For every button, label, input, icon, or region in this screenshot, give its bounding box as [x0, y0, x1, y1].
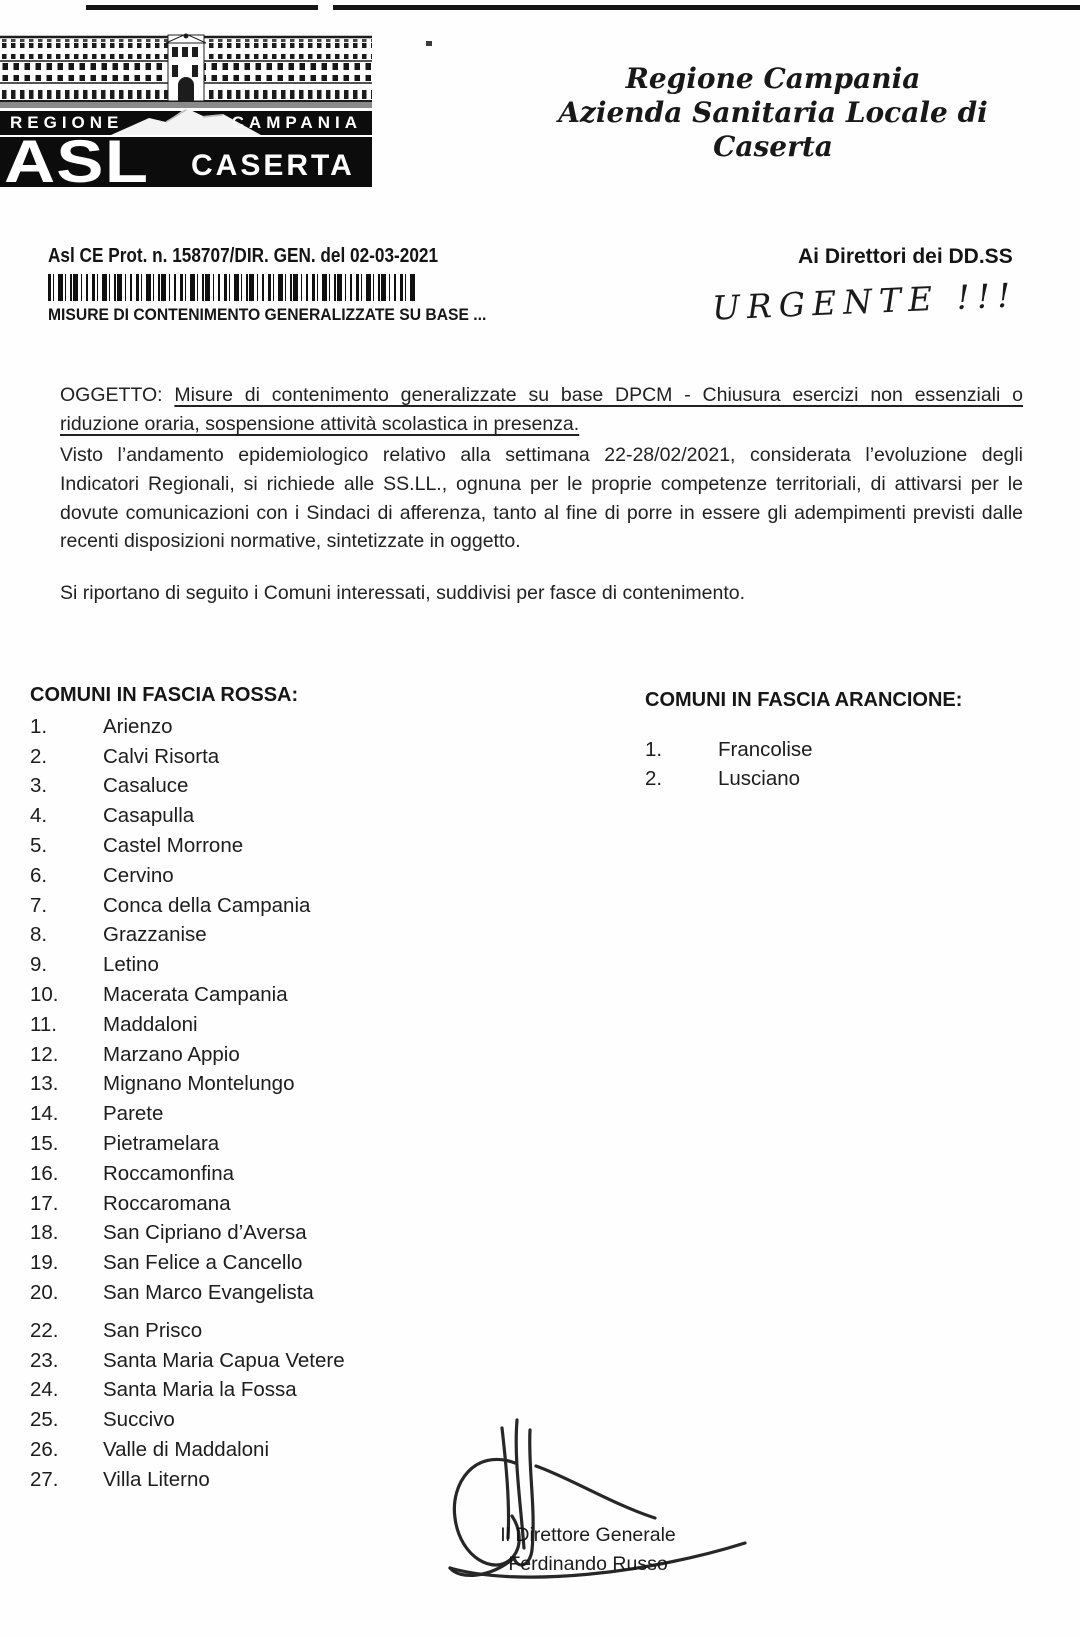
list-item-municipality: Roccaromana — [103, 1191, 231, 1215]
red-zone-list-item — [30, 921, 345, 951]
asl-caserta-logo — [0, 33, 372, 187]
list-item-number: 18. — [30, 1221, 59, 1245]
list-item-municipality: Marzano Appio — [103, 1042, 240, 1066]
list-item-number: 4. — [30, 804, 48, 828]
red-zone-list-item — [30, 950, 345, 980]
list-item-municipality: Francolise — [718, 737, 813, 761]
signature-name: Ferdinando Russo — [508, 1552, 668, 1575]
red-zone-list-item — [30, 1189, 345, 1219]
list-item-number: 9. — [30, 953, 48, 977]
red-zone-list-item — [30, 742, 345, 772]
list-item-number: 25. — [30, 1408, 59, 1432]
list-item-number: 23. — [30, 1348, 59, 1372]
royal-palace-engraving-icon — [0, 33, 372, 111]
list-item-number: 22. — [30, 1318, 59, 1342]
list-item-number: 5. — [30, 834, 48, 858]
list-item-municipality: Lusciano — [718, 766, 801, 790]
intro-list-paragraph: Si riportano di seguito i Comuni interessati, suddivisi per fasce di contenimento. — [60, 582, 746, 604]
red-zone-list-item — [30, 772, 345, 802]
list-item-municipality: Parete — [103, 1102, 164, 1126]
list-item-number: 15. — [30, 1132, 59, 1156]
orange-zone-list — [645, 735, 813, 793]
list-item-municipality: Succivo — [103, 1408, 175, 1432]
red-zone-list-item — [30, 1278, 345, 1308]
list-item-municipality: Arienzo — [103, 714, 173, 738]
subject-paragraph — [60, 381, 1023, 439]
list-item-municipality: Cervino — [103, 863, 174, 887]
red-zone-list-item — [30, 1435, 345, 1465]
red-zone-list-item — [30, 1129, 345, 1159]
red-zone-list-item — [30, 891, 345, 921]
subject-text: Misure di contenimento generalizzate su base DPCM - Chiusura esercizi non essenziali o riduzione oraria, sospensione attività scolastica in presenza. — [60, 384, 1023, 435]
red-zone-list-item — [30, 1405, 345, 1435]
org-name-line1: Regione Campania — [625, 62, 921, 95]
scan-artifact-line — [86, 5, 318, 10]
list-item-municipality: Roccamonfina — [103, 1161, 235, 1185]
logo-asl-label: ASL — [4, 137, 150, 187]
body-paragraph: Visto l’andamento epidemiologico relativo alla settimana 22-28/02/2021, considerata l’evoluzione degli Indicatori Regionali, si richiede alle SS.LL., ognuna per le proprie competenze territoriali, di attivarsi per le dovute comunicazioni con i Sindaci di afferenza, tanto al fine di porre in essere gli adempimenti previsti dalle recenti disposizioni normative, sintetizzate in oggetto. — [60, 444, 1023, 553]
list-item-municipality: San Marco Evangelista — [103, 1281, 314, 1305]
list-item-municipality: Santa Maria la Fossa — [103, 1378, 297, 1402]
list-item-number: 8. — [30, 923, 48, 947]
red-zone-list-item — [30, 801, 345, 831]
list-item-municipality: Maddaloni — [103, 1012, 198, 1036]
list-item-number: 1. — [30, 714, 48, 738]
barcode — [48, 274, 416, 301]
logo-caserta-label: CASERTA — [191, 149, 355, 182]
list-item-number: 3. — [30, 774, 48, 798]
red-zone-list-item — [30, 1010, 345, 1040]
list-item-municipality: Pietramelara — [103, 1132, 220, 1156]
list-item-municipality: Casaluce — [103, 774, 189, 798]
red-zone-list-item — [30, 1070, 345, 1100]
red-zone-list-item — [30, 1316, 345, 1346]
red-zone-list-item — [30, 831, 345, 861]
list-item-number: 2. — [645, 766, 663, 790]
protocol-line: Asl CE Prot. n. 158707/DIR. GEN. del 02-03-2021 — [48, 245, 439, 267]
list-item-municipality: Santa Maria Capua Vetere — [103, 1348, 345, 1372]
list-item-number: 17. — [30, 1191, 59, 1215]
list-item-number: 1. — [645, 737, 663, 761]
list-item-municipality: Mignano Montelungo — [103, 1072, 295, 1096]
list-item-number: 11. — [30, 1012, 57, 1036]
list-item-number: 13. — [30, 1072, 59, 1096]
list-item-number: 10. — [30, 983, 59, 1007]
list-item-municipality: Letino — [103, 953, 159, 977]
list-item-number: 7. — [30, 893, 48, 917]
red-zone-list — [30, 712, 345, 1495]
red-zone-list-item — [30, 1099, 345, 1129]
red-zone-list-item — [30, 980, 345, 1010]
urgente-handwritten-note: URGENTE !!! — [711, 275, 1019, 328]
subject-label: OGGETTO: — [60, 384, 163, 406]
list-item-number: 24. — [30, 1378, 59, 1402]
list-item-municipality: Conca della Campania — [103, 893, 311, 917]
list-item-number: 16. — [30, 1161, 59, 1185]
logo-asl-bar — [0, 137, 372, 187]
barcode-caption: MISURE DI CONTENIMENTO GENERALIZZATE SU BASE ... — [48, 306, 487, 324]
list-item-number: 26. — [30, 1438, 59, 1462]
red-zone-list-item — [30, 1040, 345, 1070]
orange-zone-list-item — [645, 735, 813, 764]
red-zone-list-item — [30, 1248, 345, 1278]
list-item-number: 19. — [30, 1251, 59, 1275]
list-item-number: 12. — [30, 1042, 59, 1066]
signature-role: Il Direttore Generale — [500, 1524, 676, 1546]
list-item-municipality: Castel Morrone — [103, 834, 244, 858]
list-item-municipality: Casapulla — [103, 804, 195, 828]
signature-block — [418, 1521, 758, 1578]
red-zone-title: COMUNI IN FASCIA ROSSA: — [30, 684, 299, 706]
list-item-municipality: San Prisco — [103, 1318, 203, 1342]
list-item-number: 14. — [30, 1102, 59, 1126]
list-item-municipality: San Cipriano d’Aversa — [103, 1221, 307, 1245]
scan-artifact-line — [333, 5, 1080, 10]
red-zone-list-item — [30, 712, 345, 742]
list-item-municipality: Grazzanise — [103, 923, 207, 947]
red-zone-list-item — [30, 1346, 345, 1376]
red-zone-list-item — [30, 861, 345, 891]
list-item-municipality: San Felice a Cancello — [103, 1251, 303, 1275]
list-item-municipality: Villa Literno — [103, 1467, 210, 1491]
list-item-municipality: Calvi Risorta — [103, 744, 220, 768]
list-item-number: 20. — [30, 1281, 59, 1305]
red-zone-list-item — [30, 1219, 345, 1249]
orange-zone-list-item — [645, 764, 813, 793]
logo-campania-label: CAMPANIA — [231, 113, 362, 132]
logo-regione-label: REGIONE — [10, 113, 124, 132]
org-name-line2: Azienda Sanitaria Locale di Caserta — [558, 96, 988, 163]
list-item-number: 27. — [30, 1467, 59, 1491]
list-item-municipality: Valle di Maddaloni — [103, 1438, 270, 1462]
scan-artifact-dot — [426, 41, 432, 46]
red-zone-list-item — [30, 1376, 345, 1406]
list-item-municipality: Macerata Campania — [103, 983, 288, 1007]
list-item-number: 6. — [30, 863, 48, 887]
org-header — [528, 62, 1018, 164]
logo-region-banner — [0, 111, 372, 135]
list-item-number: 2. — [30, 744, 48, 768]
red-zone-list-item — [30, 1159, 345, 1189]
orange-zone-title: COMUNI IN FASCIA ARANCIONE: — [645, 689, 963, 711]
recipient-line: Ai Direttori dei DD.SS — [798, 245, 1013, 268]
red-zone-list-item — [30, 1465, 345, 1495]
